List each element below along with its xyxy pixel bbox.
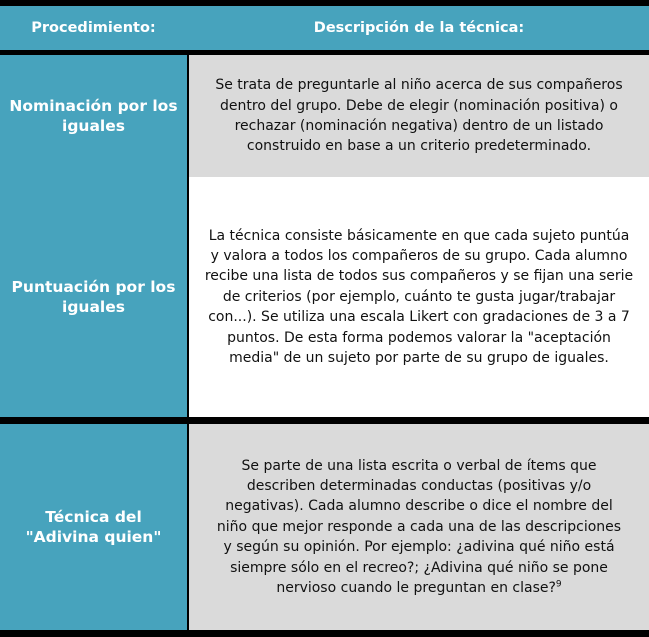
- row-description-block: [199, 456, 639, 599]
- row-label-puntuacion: [0, 177, 187, 417]
- header-description: Descripción de la técnica:: [313, 20, 525, 36]
- row-description-nominacion: [189, 55, 649, 177]
- row-description-puntuacion: [189, 177, 649, 417]
- footnote-marker: 9: [555, 579, 562, 590]
- row-description-text: La técnica consiste básicamente en que cada sujeto puntúa y valora a todos los compañeros de su grupo. Cada alumno recibe una lista de todos sus compañeros y se fijan una serie de criterios (por ejemplo, cuánto te gusta jugar/trabajar con...). Se utiliza una escala Likert con gradaciones de 3 a 7 puntos. De esta forma podemos valorar la "aceptación media" de un sujeto por parte de su grupo de iguales.: [204, 227, 634, 367]
- row-label-text: Puntuación por los iguales: [11, 278, 176, 316]
- row-label-adivina: [0, 424, 187, 630]
- row-label-text: Nominación por los iguales: [9, 97, 178, 135]
- row-description-text: Se trata de preguntarle al niño acerca de sus compañeros dentro del grupo. Debe de elegir (nominación positiva) o rechazar (nominación negativa) dentro de un listado construido en base a un criterio predeterminado.: [215, 77, 623, 155]
- table-header: [0, 6, 649, 50]
- row-description-text: Se parte de una lista escrita o verbal de ítems que describen determinadas conductas (positivas y/o negativas). Cada alumno describe o dice el nombre del niño que mejor responde a cada una de las descripciones y según su opinión. Por ejemplo: ¿adivina qué niño está siempre sólo en el recreo?; ¿Adivina qué niño se pone nervioso cuando le preguntan en clase?: [216, 457, 622, 597]
- header-procedure: Procedimiento:: [31, 20, 156, 36]
- row-label-nominacion: [0, 55, 187, 177]
- row-label-text: Técnica del "Adivina quien": [25, 508, 162, 546]
- row-description-adivina: [189, 424, 649, 630]
